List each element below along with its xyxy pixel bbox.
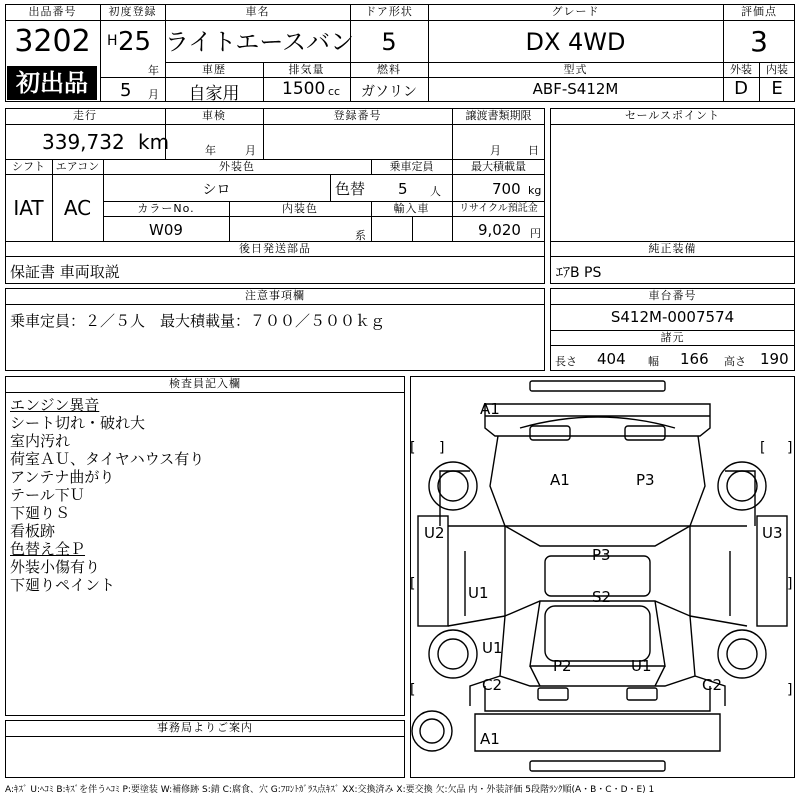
mark-rear-right: U1 (631, 657, 652, 675)
import-label: 輸入車 (393, 202, 430, 215)
inspection-month-unit: 月 (245, 144, 256, 157)
mileage: 339,732 (42, 130, 125, 154)
height: 190 (760, 350, 789, 368)
mark-bumper-right: C2 (702, 676, 723, 694)
inspection-label: 車検 (202, 109, 226, 122)
inspector-notes (10, 396, 204, 594)
width: 166 (680, 350, 709, 368)
mark-top-front: A1 (480, 400, 500, 418)
capacity-label: 乗車定員 (389, 160, 434, 173)
mark-cabin-center: P3 (592, 546, 611, 564)
note-line: 看板跡 (10, 522, 56, 540)
first-listing-badge: 初出品 (7, 66, 97, 100)
note-line: 下廻りＳ (10, 504, 71, 522)
transfer-month-unit: 月 (490, 144, 501, 157)
shift-label: シフト (12, 160, 45, 173)
mark-right-side: U3 (762, 524, 783, 542)
bracket-open: [ (760, 440, 766, 456)
color-no-label: カラーNo. (137, 202, 195, 215)
ac: AC (63, 196, 92, 220)
shift: IAT (13, 196, 44, 220)
history: 自家用 (188, 84, 240, 104)
fuel-label: 燃料 (377, 63, 401, 76)
color-no: W09 (149, 221, 183, 239)
plate-label: 登録番号 (333, 109, 382, 122)
divider (5, 304, 545, 305)
first-reg-label: 初度登録 (108, 5, 157, 18)
car-name-label: 車名 (245, 5, 270, 18)
bracket-open: [ (410, 576, 416, 592)
mark-windshield-right: P3 (636, 471, 655, 489)
note-line: 外装小傷有り (10, 558, 101, 576)
mark-left-mid: U1 (468, 584, 489, 602)
displacement-unit: cc (328, 85, 341, 98)
note-line: 室内汚れ (10, 432, 71, 450)
transfer-label: 譲渡書類期限 (465, 109, 532, 122)
lot-number: 3202 (14, 24, 91, 59)
divider (100, 20, 723, 21)
bracket-close: ] (787, 576, 793, 592)
divider (550, 256, 795, 257)
era: H (107, 33, 118, 49)
sales-points-box (550, 108, 795, 242)
score-label: 評価点 (741, 5, 777, 18)
mark-roof-center: S2 (592, 588, 612, 606)
displacement-label: 排気量 (288, 63, 325, 76)
divider (5, 392, 405, 393)
note-line: テール下Ｕ (10, 486, 85, 504)
mark-left-side: U2 (424, 524, 445, 542)
doors: 5 (381, 28, 397, 56)
sales-points-label: セールスポイント (624, 109, 720, 122)
accessories-label: 後日発送部品 (239, 242, 311, 255)
recycle: 9,020 (478, 221, 521, 239)
length-label: 長さ (555, 355, 577, 368)
mark-bumper-left: C2 (482, 676, 503, 694)
divider (103, 216, 545, 217)
note-line: アンテナ曲がり (10, 468, 115, 486)
int-color-label: 内装色 (282, 202, 318, 215)
capacity-unit: 人 (430, 185, 441, 198)
car-name: ライトエースバン (165, 28, 355, 56)
chassis-number: S412M-0007574 (610, 308, 735, 326)
interior-label: 内装 (766, 63, 788, 76)
genuine-equipment: ｴｱB PS (556, 265, 602, 281)
model-label: 型式 (563, 63, 588, 76)
divider (723, 20, 795, 21)
office-label: 事務局よりご案内 (157, 721, 253, 734)
displacement: 1500 (282, 79, 326, 99)
mark-rear-left: P2 (553, 657, 572, 675)
bracket-open: [ (410, 682, 416, 698)
color-change: 色替 (335, 180, 366, 198)
interior-grade: E (771, 78, 783, 99)
max-load-label: 最大積載量 (471, 160, 526, 173)
year-unit: 年 (148, 64, 159, 77)
ac-label: エアコン (55, 160, 100, 173)
capacity: 5 (398, 180, 408, 198)
divider (5, 736, 405, 737)
exterior-label: 外装 (730, 63, 752, 76)
ext-color-label: 外装色 (219, 160, 255, 173)
reg-year: 25 (118, 27, 152, 57)
fuel: ガソリン (361, 84, 417, 100)
divider (330, 174, 331, 201)
height-label: 高さ (724, 355, 746, 368)
exterior-grade: D (734, 78, 748, 99)
inspector-label: 検査員記入欄 (169, 377, 241, 390)
divider (550, 304, 795, 305)
divider (5, 124, 545, 125)
reg-month: 5 (120, 80, 132, 101)
transfer-day-unit: 日 (528, 144, 539, 157)
divider (412, 216, 413, 241)
divider (5, 174, 545, 175)
ext-color: シロ (202, 182, 231, 198)
max-load-unit: kg (528, 184, 542, 197)
dims-label: 諸元 (660, 331, 685, 344)
caution-text: 乗車定員：２／５人 最大積載量：７００／５００ｋｇ (10, 312, 386, 330)
score: 3 (750, 25, 768, 58)
divider (5, 256, 545, 257)
int-color-suffix: 系 (355, 229, 366, 242)
car-diagram (410, 376, 795, 778)
genuine-equipment-label: 純正装備 (648, 242, 697, 255)
accessories: 保証書 車両取説 (10, 263, 120, 281)
note-line: エンジン異音 (10, 396, 100, 414)
inspection-year-unit: 年 (205, 144, 216, 157)
recycle-label: リサイクル預託金 (459, 203, 538, 214)
bracket-close: ] (787, 682, 793, 698)
divider (165, 77, 723, 78)
mark-windshield-left: A1 (550, 471, 570, 489)
bracket-close: ] (787, 440, 793, 456)
note-line: 色替え全Ｐ (10, 540, 86, 558)
divider (550, 124, 795, 125)
door-label: ドア形状 (365, 5, 413, 18)
mark-bottom-rear: A1 (480, 730, 500, 748)
lot-number-label: 出品番号 (28, 5, 77, 18)
history-label: 車歴 (202, 63, 226, 76)
recycle-unit: 円 (530, 227, 541, 240)
bracket-open: [ (410, 440, 416, 456)
divider (550, 345, 795, 346)
chassis-label: 車台番号 (648, 289, 697, 302)
mileage-label: 走行 (73, 109, 97, 122)
grade: DX 4WD (525, 28, 626, 56)
note-line: 荷室ＡＵ、タイヤハウス有り (10, 450, 205, 468)
month-unit: 月 (148, 88, 159, 101)
grade-label: グレード (551, 5, 600, 18)
mileage-unit: km (138, 130, 170, 154)
width-label: 幅 (648, 355, 659, 368)
note-line: シート切れ・破れ大 (10, 414, 146, 432)
max-load: 700 (492, 180, 521, 198)
legend: A:ｷｽﾞ U:ﾍｺﾐ B:ｷｽﾞを伴うﾍｺﾐ P:要塗装 W:補修跡 S:錆 C:腐食、穴 G:ﾌﾛﾝﾄｶﾞﾗｽ点ｷｽﾞ XX:交換済み X:要交換 欠:欠品 内・外装評価 5段階ﾗﾝｸ順(A・B・C・D・E) 1 (5, 785, 655, 795)
caution-label: 注意事項欄 (245, 289, 305, 302)
bracket-close: ] (439, 440, 445, 456)
divider (5, 20, 100, 21)
mark-left-rear-quarter: U1 (482, 639, 503, 657)
length: 404 (597, 350, 626, 368)
note-line: 下廻りペイント (10, 576, 116, 594)
model: ABF-S412M (532, 80, 619, 98)
